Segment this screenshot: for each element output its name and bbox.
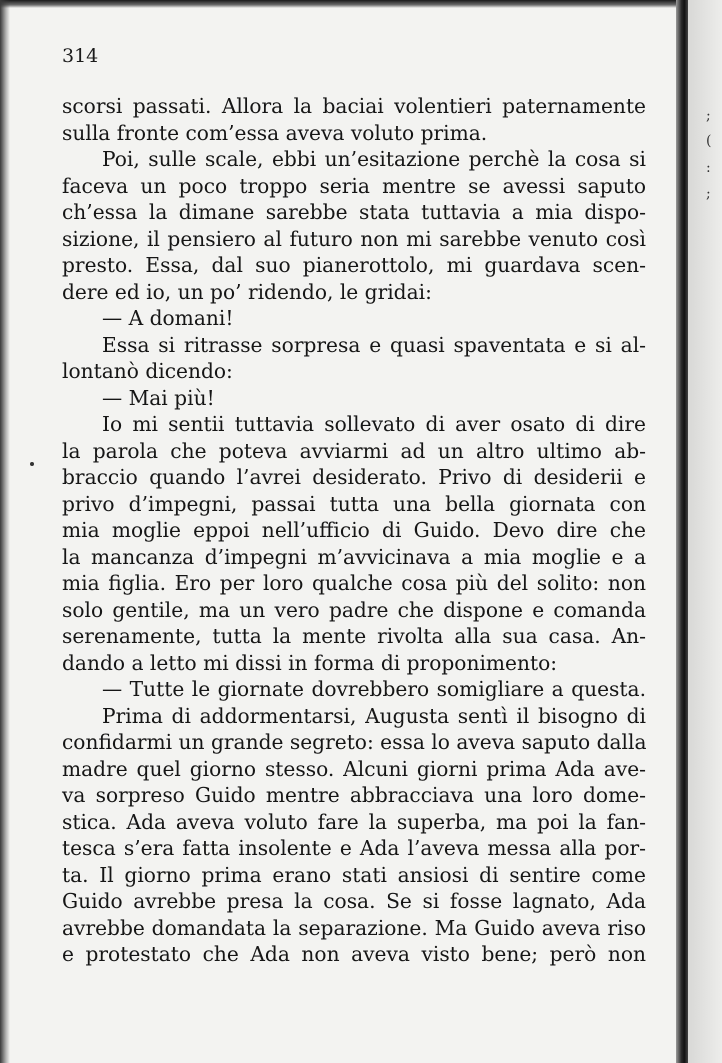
text-line: e protestato che Ada non aveva visto bene; però non xyxy=(62,942,646,966)
text-line: privo d’impegni, passai tutta una bella giornata con xyxy=(62,491,646,516)
next-page-mark: ; xyxy=(706,186,711,202)
text-line: la mancanza d’impegni m’avvicinava a mia moglie e a xyxy=(62,544,646,569)
text-line: braccio quando l’avrei desiderato. Privo di desiderii e xyxy=(62,465,646,489)
dialogue-line: — Tutte le giornate dovrebbero somigliare a questa. xyxy=(102,677,646,701)
text-line: sulla fronte com’essa aveva voluto prima. xyxy=(62,120,488,145)
text-line: lontanò dicendo: xyxy=(62,359,233,383)
text-line: faceva un poco troppo seria mentre se avessi saputo xyxy=(62,173,646,198)
text-line: sizione, il pensiero al futuro non mi sarebbe venuto così xyxy=(62,226,646,251)
text-line: tesca s’era fatta insolente e Ada l’aveva messa alla por- xyxy=(62,836,646,860)
text-line: stica. Ada aveva voluto fare la superba, ma poi la fan- xyxy=(62,809,646,834)
text-line: va sorpreso Guido mentre abbracciava una loro dome- xyxy=(62,783,646,807)
text-line: la parola che poteva avviarmi ad un altro ultimo ab- xyxy=(62,438,646,463)
text-line: Essa si ritrasse sorpresa e quasi spaventata e si al- xyxy=(102,332,646,357)
next-page-mark: ( xyxy=(706,133,712,149)
text-line: solo gentile, ma un vero padre che dispone e comanda xyxy=(62,597,646,622)
next-page-mark: : xyxy=(706,160,711,176)
scan-left-edge xyxy=(0,0,10,1063)
text-line: madre quel giorno stesso. Alcuni giorni prima Ada ave- xyxy=(62,756,646,781)
text-line: Prima di addormentarsi, Augusta sentì il bisogno di xyxy=(102,703,646,728)
text-line: presto. Essa, dal suo pianerottolo, mi guardava scen- xyxy=(62,253,646,277)
text-line: scorsi passati. Allora la baciai volentieri paternamente xyxy=(62,94,646,118)
text-line: mia figlia. Ero per loro qualche cosa più del solito: non xyxy=(62,571,646,595)
text-line: confidarmi un grande segreto: essa lo aveva saputo dalla xyxy=(62,730,647,754)
text-line: ta. Il giorno prima erano stati ansiosi di sentire come xyxy=(62,862,646,887)
text-line: Poi, sulle scale, ebbi un’esitazione perchè la cosa si xyxy=(102,147,646,171)
text-line: dando a letto mi dissi in forma di proponimento: xyxy=(62,650,558,675)
dialogue-line: — A domani! xyxy=(102,306,234,330)
text-line: Io mi sentii tuttavia sollevato di aver osato di dire xyxy=(102,412,646,436)
body-text xyxy=(62,93,646,968)
print-speck xyxy=(30,462,34,466)
text-line: avrebbe domandata la separazione. Ma Guido aveva riso xyxy=(62,915,646,940)
next-page-mark: ; xyxy=(706,108,711,124)
text-line: dere ed io, un po’ ridendo, le gridai: xyxy=(62,279,432,304)
dialogue-line: — Mai più! xyxy=(102,385,215,410)
next-page-edge xyxy=(688,0,722,1063)
text-line: serenamente, tutta la mente rivolta alla sua casa. An- xyxy=(62,624,646,648)
text-line: ch’essa la dimane sarebbe stata tuttavia a mia dispo- xyxy=(62,200,646,224)
book-gutter xyxy=(676,0,688,1063)
page-number: 314 xyxy=(62,45,99,67)
scan-top-edge xyxy=(0,0,722,8)
text-line: mia moglie eppoi nell’ufficio di Guido. Devo dire che xyxy=(62,518,646,542)
text-line: Guido avrebbe presa la cosa. Se si fosse lagnato, Ada xyxy=(62,889,646,913)
